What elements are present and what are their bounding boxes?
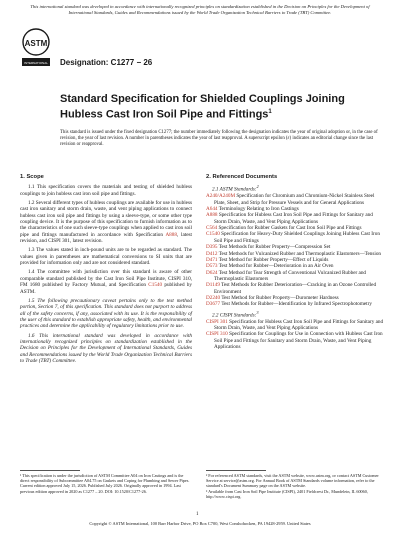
reference-item: D395 Test Methods for Rubber Property—Compression Set	[206, 244, 331, 251]
cispi-reference-list	[206, 319, 384, 351]
paragraph-1-1: 1.1 This specification covers the materials and testing of shielded hubless couplings to join hubless cast iron soil pipe and fittings.	[20, 184, 192, 197]
reference-link[interactable]: A644	[206, 206, 218, 213]
footnote-rule-left	[20, 470, 80, 471]
reference-link[interactable]: A888	[206, 212, 218, 219]
scope-heading: 1. Scope	[20, 174, 44, 180]
link-c1540[interactable]: C1540	[148, 282, 163, 289]
reference-link[interactable]: D471	[206, 256, 218, 263]
reference-link[interactable]: C1540	[206, 231, 220, 238]
reference-item: A240/A240M Specification for Chromium and Chromium-Nickel Stainless Steel Plate, Sheet, and Strip for Pressure Vessels and for General Applications	[206, 193, 375, 206]
footnote-rule-right	[206, 470, 266, 471]
designation: Designation: C1277 − 26	[60, 58, 153, 67]
reference-link[interactable]: CISPI 301	[206, 318, 228, 325]
reference-item: D1149 Test Methods for Rubber Deterioration—Cracking in an Ozone Controlled Environment	[206, 282, 377, 295]
paragraph-1-3: 1.3 The values stated in inch-pound units are to be regarded as standard. The values given in parentheses are mathematical conversions to SI units that are provided for information only and are not considered standard.	[20, 247, 192, 267]
reference-item: D2240 Test Method for Rubber Property—Durometer Hardness	[206, 294, 339, 301]
referenced-documents-section	[206, 174, 384, 350]
reference-link[interactable]: D2240	[206, 294, 221, 301]
paragraph-1-5: 1.5 The following precautionary caveat pertains only to the test method portion, Section 7, of this specification. This standard does not purport to address all of the safety concerns, if any, associated with its use. It is the responsibility of the user of this standard to establish appropriate safety, health, and environmental practices and determine the applicability of regulatory limitations prior to use.	[20, 297, 192, 330]
reference-item: D3677 Test Methods for Rubber—Identification by Infrared Spectrophotometry	[206, 301, 372, 308]
reference-item: A888 Specification for Hubless Cast Iron Soil Pipe and Fittings for Sanitary and Storm Drain, Waste, and Vent Piping Applications	[206, 212, 373, 225]
scope-section	[20, 174, 192, 367]
paragraph-1-4: 1.4 The committee with jurisdiction over this standard is aware of other comparable standard published by the Cast Iron Soil Pipe Institute, CISPI 310, FM 1680 published by Factory Mutual, and Specification C1540 published by ASTM.	[20, 269, 192, 295]
reference-link[interactable]: D395	[206, 244, 218, 251]
reference-item: C1540 Specification for Heavy-Duty Shielded Couplings Joining Hubless Cast Iron Soil Pipe and Fittings	[206, 231, 380, 244]
link-a888[interactable]: A888	[165, 231, 177, 238]
copyright-line: Copyright © ASTM International, 100 Barr Harbor Drive, PO Box C700, West Conshohocken, PA 19428-2959. United States	[89, 521, 311, 526]
reference-link[interactable]: D624	[206, 269, 218, 276]
footnote-2-3: ² For referenced ASTM standards, visit the ASTM website, www.astm.org, or contact ASTM Customer Service at service@astm.org. For Annual Book of ASTM Standards volume information, refer to the standard's Document Summary page on the ASTM website. ³ Available from Cast Iron Soil Pipe Institute (CISPI), 2401 Fieldcrest Dr., Mundelein, IL 60060, http://www.cispi.org.	[206, 473, 379, 499]
reference-item: D624 Test Method for Tear Strength of Conventional Vulcanized Rubber and Thermoplastic Elastomers	[206, 269, 367, 282]
reference-link[interactable]: D1149	[206, 282, 220, 289]
document-title: Standard Specification for Shielded Couplings Joining Hubless Cast Iron Soil Pipe and Fittings$^1$	[60, 93, 345, 121]
reference-item: C564 Specification for Rubber Gaskets for Cast Iron Soil Pipe and Fittings	[206, 225, 362, 232]
reference-item: D573 Test Method for Rubber—Deterioration in an Air Oven	[206, 263, 334, 270]
paragraph-1-6: 1.6 This international standard was developed in accordance with internationally recognized principles on standardization established in the Decision on Principles for the Development of International Standards, Guides and Recommendations issued by the World Trade Organization Technical Barriers to Trade (TBT) Committee.	[20, 332, 192, 364]
astm-standards-heading: 2.1 ASTM Standards:$^2$	[212, 184, 259, 194]
astm-logo	[18, 26, 54, 76]
issuance-note: This standard is issued under the fixed designation C1277; the number immediately following the designation indicates the year of original adoption or, in the case of revision, the year of last revision. A number in parentheses indicates the year of last reapproval. A superscript epsilon (ε) indicates an editorial change since the last revision or reapproval.	[60, 130, 378, 147]
cispi-standards-heading: 2.2 CISPI Standards:$^3$	[212, 309, 259, 319]
reference-item: CISPI 301 Specification for Hubless Cast Iron Soil Pipe and Fittings for Sanitary and Storm Drain, Waste, and Vent Piping Applications	[206, 318, 384, 332]
reference-link[interactable]: A240/A240M	[206, 193, 236, 200]
reference-item: A644 Terminology Relating to Iron Castings	[206, 206, 299, 213]
footnote-1: ¹ This specification is under the jurisdiction of ASTM Committee A04 on Iron Castings and is the direct responsibility of Subcommittee A04.75 on Gaskets and Coping for Plumbing and Sewer Pipes. Current edition approved July 15, 2026. Published July 2026. Originally approved in 1994. Last previous edition approved in 2020 as C1277 – 20. DOI: 10.1520/C1277-26.	[20, 473, 190, 494]
page-number: 1	[196, 512, 199, 517]
references-heading: 2. Referenced Documents	[206, 174, 278, 180]
svg-text:ASTM: ASTM	[24, 39, 48, 48]
reference-item: D412 Test Methods for Vulcanized Rubber and Thermoplastic Elastomers—Tension	[206, 250, 382, 257]
reference-link[interactable]: D412	[206, 250, 218, 257]
wto-notice: This international standard was developed in accordance with internationally recognized principles on standardization established in the Decision on Principles for the Development of International Standards, Guides and Recommendations issued by the World Trade Organization Technical Barriers to Trade (TBT) Committee.	[30, 4, 370, 15]
reference-item: D471 Test Method for Rubber Property—Effect of Liquids	[206, 256, 329, 263]
svg-text:INTERNATIONAL: INTERNATIONAL	[24, 61, 48, 65]
astm-reference-list	[206, 193, 384, 307]
reference-link[interactable]: D573	[206, 263, 218, 270]
reference-link[interactable]: C564	[206, 225, 218, 232]
paragraph-1-2: 1.2 Several different types of hubless couplings are available for use in hubless cast iron sanitary and storm drain, waste, and vent piping applications to connect hubless cast iron soil pipe and fittings by using a sleeve-type, or some other type coupling device. It is the purpose of this specification to furnish information as to the characteristics of one such sleeve-type couplings when applied to cast iron soil pipe and fittings manufactured in accordance with Specification A888, latest revision, and CISPI 301, latest revision.	[20, 200, 192, 245]
reference-link[interactable]: D3677	[206, 301, 221, 308]
reference-link[interactable]: CISPI 310	[206, 331, 228, 338]
reference-item: CISPI 310 Specification for Couplings for Use in Connection with Hubless Cast Iron Soil Pipe and Fittings for Sanitary and Storm Drain, Waste, and Vent Piping Applications	[206, 331, 383, 351]
